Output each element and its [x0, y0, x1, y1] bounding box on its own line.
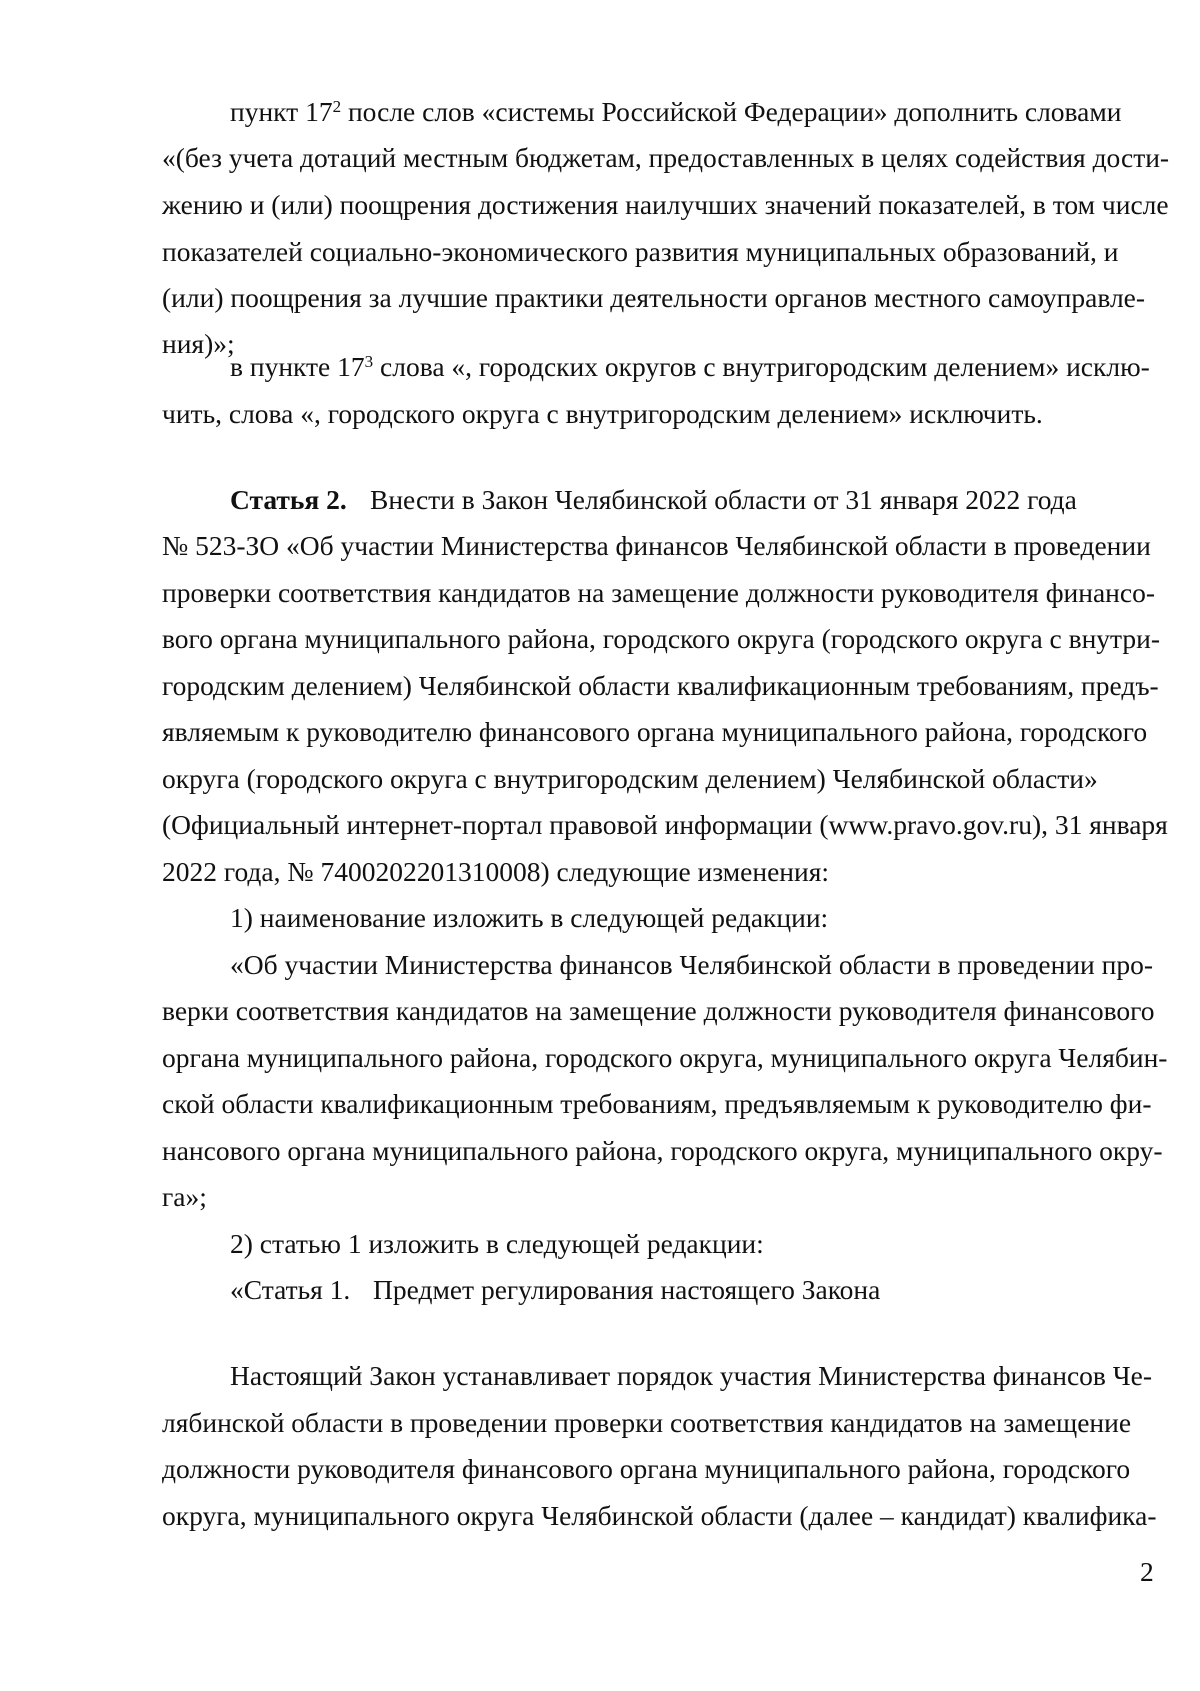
page-number: 2 [1140, 1556, 1154, 1587]
p2-text-pre: в пункте 17 [230, 351, 365, 382]
quote-1-line-6: га»; [162, 1181, 207, 1212]
p2-text-post: слова «, городских округов с внутригородским делением» исклю- [373, 351, 1150, 382]
article-1-label: «Статья 1. [230, 1274, 351, 1305]
last-paragraph-line-3: должности руководителя финансового органа муниципального района, городского [162, 1453, 1131, 1484]
item-1: 1) наименование изложить в следующей редакции: [230, 902, 829, 933]
article-2-line-2: № 523-ЗО «Об участии Министерства финансов Челябинской области в проведении [162, 530, 1151, 561]
p1-text-pre: пункт 17 [230, 96, 333, 127]
paragraph-1-line-3: жению и (или) поощрения достижения наилучших значений показателей, в том числе [162, 189, 1169, 220]
last-paragraph-line-1: Настоящий Закон устанавливает порядок участия Министерства финансов Че- [230, 1360, 1153, 1391]
last-paragraph-line-2: лябинской области в проведении проверки соответствия кандидатов на замещение [162, 1407, 1132, 1438]
article-2-line-5: городским делением) Челябинской области квалификационным требованиям, предъ- [162, 670, 1159, 701]
last-paragraph-line-4: округа, муниципального округа Челябинской области (далее – кандидат) квалифика- [162, 1500, 1157, 1531]
paragraph-1-line-2: «(без учета дотаций местным бюджетам, предоставленных в целях содействия дости- [162, 142, 1170, 173]
paragraph-1-line-4: показателей социально-экономического развития муниципальных образований, и [162, 236, 1119, 267]
paragraph-1-line-6: ния)»; [162, 328, 235, 359]
article-1-title: Предмет регулирования настоящего Закона [373, 1274, 881, 1305]
paragraph-2-line-2: чить, слова «, городского округа с внутригородским делением» исключить. [162, 398, 1043, 429]
article-2-line-6: являемым к руководителю финансового органа муниципального района, городского [162, 716, 1148, 747]
quote-1-line-1: «Об участии Министерства финансов Челябинской области в проведении про- [230, 949, 1154, 980]
article-2-label: Статья 2. [230, 484, 347, 515]
p1-superscript: 2 [332, 96, 342, 116]
quote-1-line-2: верки соответствия кандидатов на замещение должности руководителя финансового [162, 995, 1155, 1026]
article-2-line-4: вого органа муниципального района, городского округа (городского округа с внутри- [162, 623, 1161, 654]
article-2-line-8: (Официальный интернет-портал правовой информации (www.pravo.gov.ru), 31 января [162, 809, 1168, 840]
article-2-line-3: проверки соответствия кандидатов на замещение должности руководителя финансо- [162, 577, 1155, 608]
article-2-line-7: округа (городского округа с внутригородским делением) Челябинской области» [162, 763, 1098, 794]
paragraph-2-line-1 [230, 351, 1150, 382]
quote-1-line-5: нансового органа муниципального района, городского округа, муниципального окру- [162, 1135, 1163, 1166]
item-2: 2) статью 1 изложить в следующей редакции: [230, 1228, 764, 1259]
paragraph-1-line-5: (или) поощрения за лучшие практики деятельности органов местного самоуправле- [162, 282, 1146, 313]
paragraph-1-line-1 [230, 96, 1122, 127]
p2-superscript: 3 [364, 351, 374, 371]
p1-text-post: после слов «системы Российской Федерации» дополнить словами [341, 96, 1122, 127]
quote-1-line-3: органа муниципального района, городского округа, муниципального округа Челябин- [162, 1042, 1168, 1073]
quote-1-line-4: ской области квалификационным требованиям, предъявляемым к руководителю фи- [162, 1088, 1152, 1119]
article-2-line-1: Внести в Закон Челябинской области от 31 января 2022 года [370, 484, 1077, 515]
article-2-line-9: 2022 года, № 7400202201310008) следующие изменения: [162, 856, 829, 887]
